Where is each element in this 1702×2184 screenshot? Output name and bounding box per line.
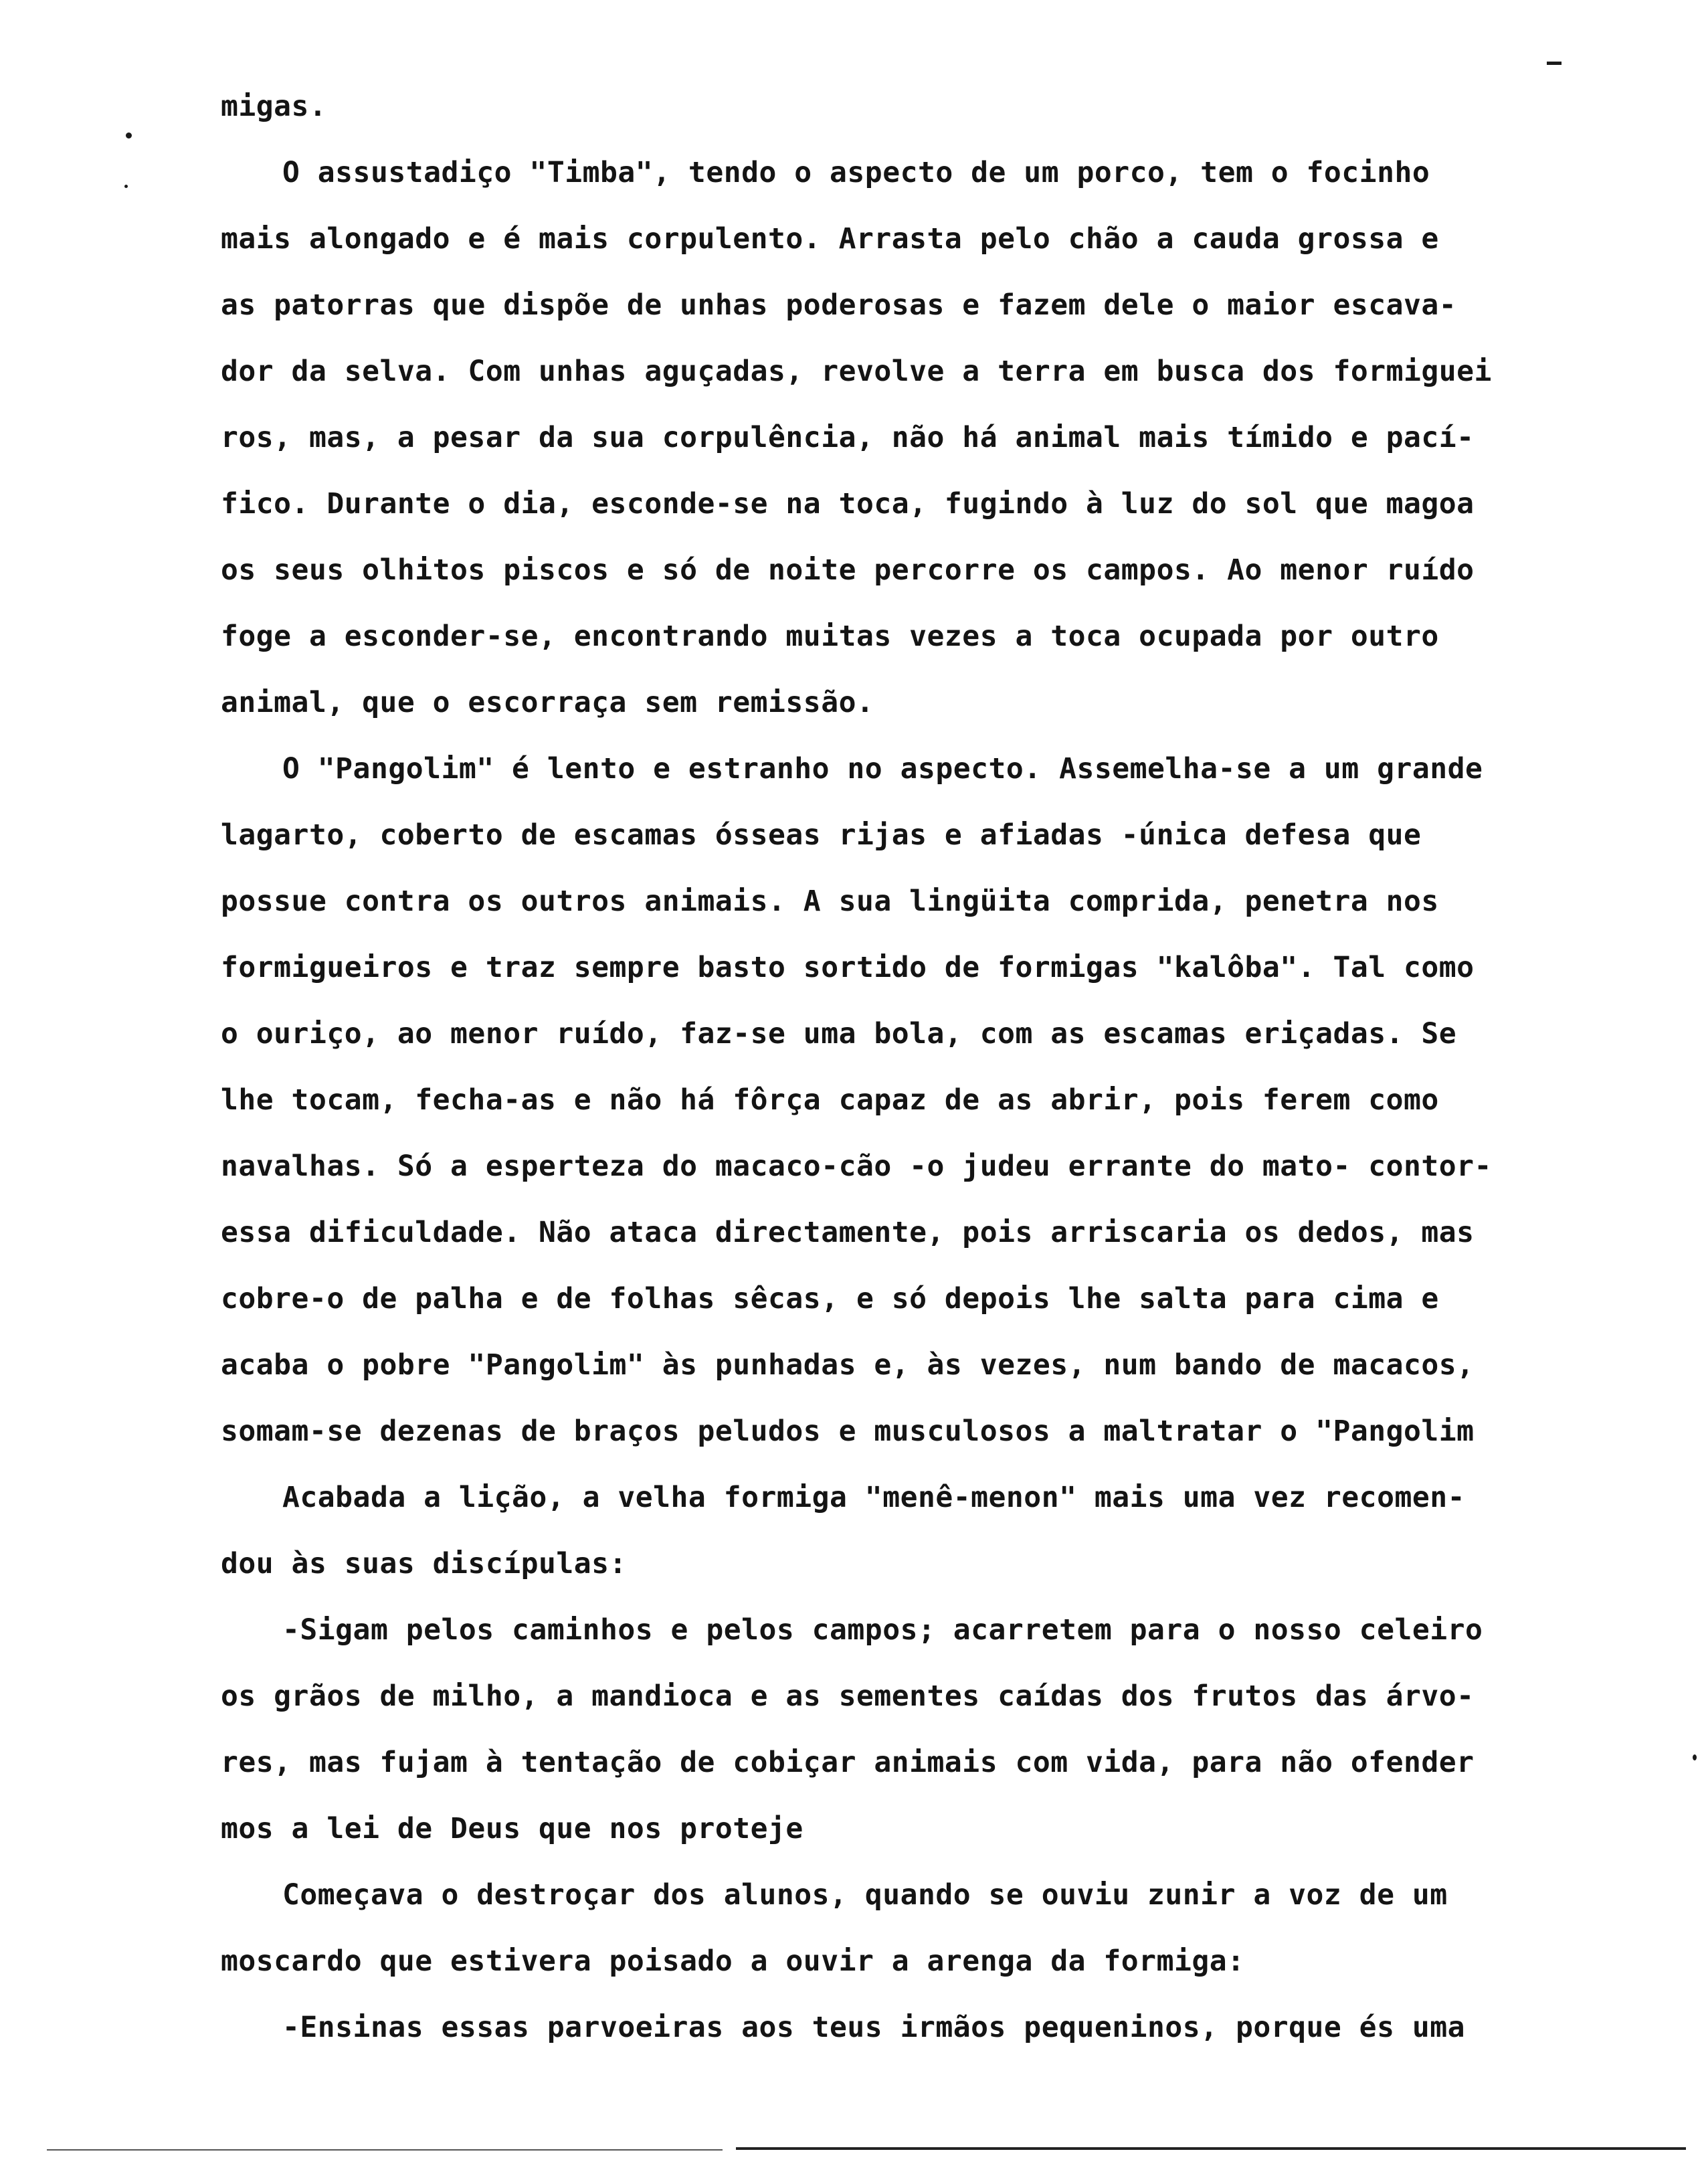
text-line: foge a esconder-se, encontrando muitas vezes a toca ocupada por outro — [221, 620, 1439, 653]
document-body — [221, 74, 1673, 2061]
text-line: o ouriço, ao menor ruído, faz-se uma bola, com as escamas eriçadas. Se — [221, 1017, 1457, 1051]
text-line: lhe tocam, fecha-as e não há fôrça capaz de as abrir, pois ferem como — [221, 1083, 1439, 1117]
text-line: fico. Durante o dia, esconde-se na toca, fugindo à luz do sol que magoa — [221, 487, 1475, 521]
text-line: somam-se dezenas de braços peludos e musculosos a maltratar o "Pangolim — [221, 1415, 1475, 1448]
bottom-rule-left — [47, 2149, 723, 2151]
text-line: mais alongado e é mais corpulento. Arrasta pelo chão a cauda grossa e — [221, 222, 1439, 256]
bottom-rule-right — [736, 2147, 1686, 2150]
text-line: dou às suas discípulas: — [221, 1547, 627, 1580]
text-line: mos a lei de Deus que nos proteje — [221, 1812, 803, 1845]
text-line: Começava o destroçar dos alunos, quando se ouviu zunir a voz de um — [282, 1878, 1448, 1912]
text-line: essa dificuldade. Não ataca directamente, pois arriscaria os dedos, mas — [221, 1216, 1475, 1249]
text-line: lagarto, coberto de escamas ósseas rijas e afiadas -única defesa que — [221, 818, 1422, 852]
text-line: -Sigam pelos caminhos e pelos campos; acarretem para o nosso celeiro — [282, 1613, 1483, 1647]
text-line: cobre-o de palha e de folhas sêcas, e só depois lhe salta para cima e — [221, 1282, 1439, 1315]
text-line: res, mas fujam à tentação de cobiçar animais com vida, para não ofender — [221, 1746, 1475, 1779]
text-line: acaba o pobre "Pangolim" às punhadas e, às vezes, num bando de macacos, — [221, 1348, 1475, 1382]
text-line: as patorras que dispõe de unhas poderosas e fazem dele o maior escava- — [221, 288, 1457, 322]
text-line: moscardo que estivera poisado a ouvir a arenga da formiga: — [221, 1944, 1245, 1978]
text-line: ros, mas, a pesar da sua corpulência, não há animal mais tímido e pací- — [221, 421, 1475, 454]
text-line: migas. — [221, 90, 327, 123]
text-line: dor da selva. Com unhas aguçadas, revolve a terra em busca dos formiguei — [221, 355, 1492, 388]
text-line: O assustadiço "Timba", tendo o aspecto de um porco, tem o focinho — [282, 156, 1430, 189]
text-line: Acabada a lição, a velha formiga "menê-menon" mais uma vez recomen- — [282, 1481, 1466, 1514]
text-line: O "Pangolim" é lento e estranho no aspecto. Assemelha-se a um grande — [282, 752, 1483, 786]
scan-speck-left-small — [124, 185, 128, 188]
text-line: formigueiros e traz sempre basto sortido de formigas "kalôba". Tal como — [221, 951, 1475, 984]
text-line: -Ensinas essas parvoeiras aos teus irmãos pequeninos, porque és uma — [282, 2011, 1466, 2044]
text-line: os seus olhitos piscos e só de noite percorre os campos. Ao menor ruído — [221, 553, 1475, 587]
text-line: os grãos de milho, a mandioca e as sementes caídas dos frutos das árvo- — [221, 1679, 1475, 1713]
text-line: animal, que o escorraça sem remissão. — [221, 686, 874, 719]
scan-speck-right-edge — [1693, 1754, 1697, 1760]
scan-speck-left — [126, 132, 132, 139]
text-line: navalhas. Só a esperteza do macaco-cão -o judeu errante do mato- contor- — [221, 1150, 1492, 1183]
text-line: possue contra os outros animais. A sua lingüita comprida, penetra nos — [221, 885, 1439, 918]
scan-speck-top-right — [1547, 62, 1562, 65]
